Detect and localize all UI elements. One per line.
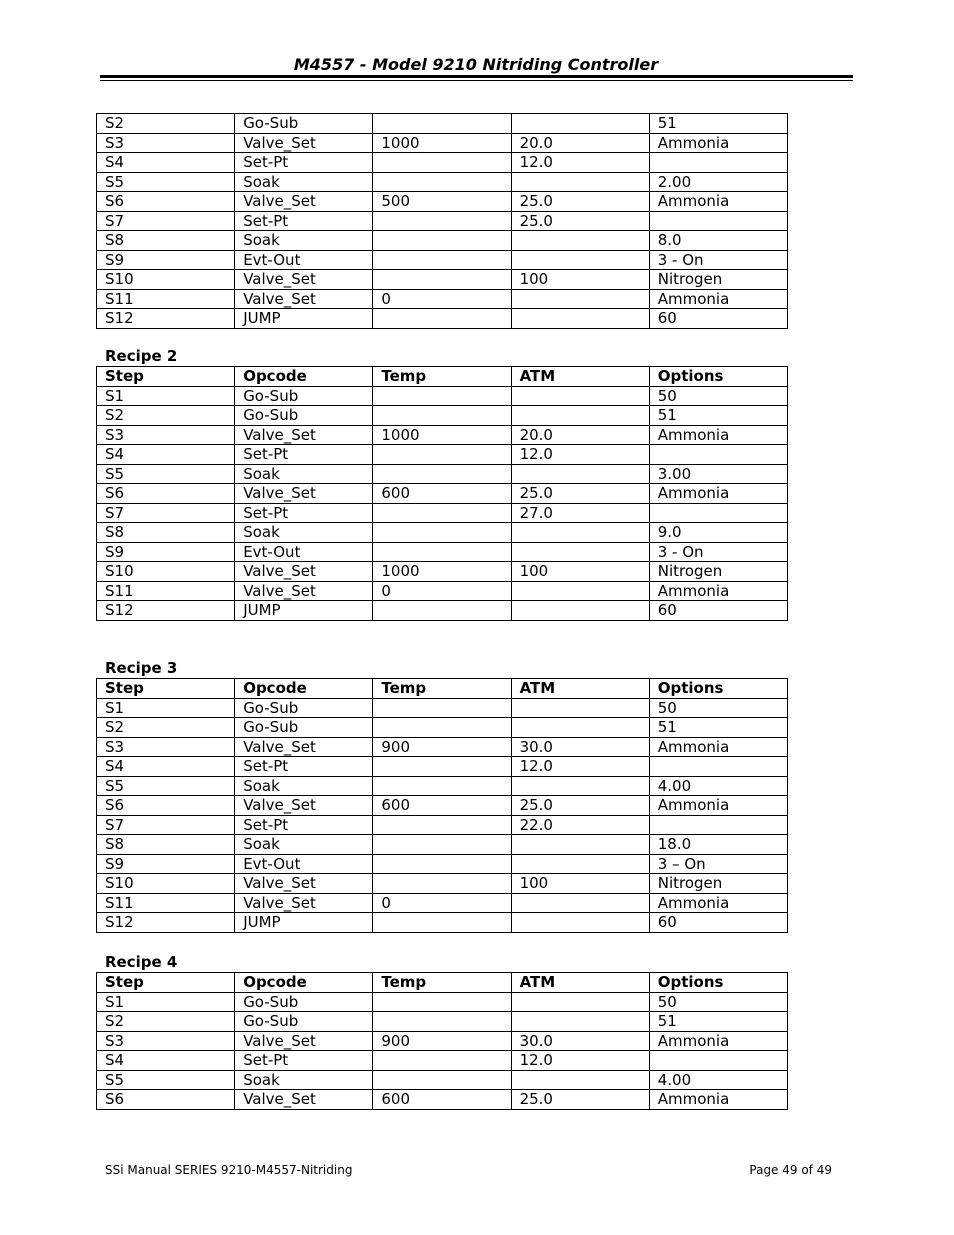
cell-step: S12 <box>97 913 235 933</box>
cell-options: 51 <box>649 406 787 426</box>
cell-options: 50 <box>649 698 787 718</box>
cell-opcode: Soak <box>235 776 373 796</box>
cell-options: Ammonia <box>649 796 787 816</box>
table-row <box>97 581 788 601</box>
cell-step: S3 <box>97 133 235 153</box>
cell-atm: 30.0 <box>511 1031 649 1051</box>
column-header-atm: ATM <box>511 973 649 993</box>
page-header-title: M4557 - Model 9210 Nitriding Controller <box>293 55 659 74</box>
cell-step: S6 <box>97 484 235 504</box>
cell-options: Ammonia <box>649 581 787 601</box>
table-row <box>97 698 788 718</box>
table-row <box>97 386 788 406</box>
cell-atm <box>511 309 649 329</box>
column-header-options: Options <box>649 367 787 387</box>
cell-opcode: Valve_Set <box>235 1090 373 1110</box>
cell-opcode: Set-Pt <box>235 757 373 777</box>
cell-opcode: Valve_Set <box>235 484 373 504</box>
cell-options <box>649 211 787 231</box>
cell-step: S5 <box>97 1070 235 1090</box>
cell-options <box>649 153 787 173</box>
cell-atm <box>511 542 649 562</box>
table-row <box>97 718 788 738</box>
cell-atm <box>511 601 649 621</box>
cell-step: S9 <box>97 854 235 874</box>
recipe-label: Recipe 4 <box>105 953 178 971</box>
table-row <box>97 309 788 329</box>
footer-manual-name: SSi Manual SERIES 9210-M4557-Nitriding <box>105 1163 353 1177</box>
cell-step: S5 <box>97 172 235 192</box>
cell-opcode: Go-Sub <box>235 406 373 426</box>
cell-opcode: Valve_Set <box>235 270 373 290</box>
cell-temp <box>373 153 511 173</box>
table-row <box>97 192 788 212</box>
cell-atm <box>511 1070 649 1090</box>
cell-temp <box>373 250 511 270</box>
cell-step: S11 <box>97 581 235 601</box>
cell-atm <box>511 835 649 855</box>
column-header-step: Step <box>97 679 235 699</box>
cell-temp <box>373 231 511 251</box>
cell-opcode: Valve_Set <box>235 874 373 894</box>
cell-options: 51 <box>649 114 787 134</box>
column-header-step: Step <box>97 367 235 387</box>
cell-step: S8 <box>97 835 235 855</box>
cell-opcode: Valve_Set <box>235 562 373 582</box>
cell-temp <box>373 386 511 406</box>
recipe-label: Recipe 3 <box>105 659 178 677</box>
cell-options: 4.00 <box>649 1070 787 1090</box>
cell-opcode: Go-Sub <box>235 718 373 738</box>
table-row <box>97 1070 788 1090</box>
table-row <box>97 737 788 757</box>
cell-step: S2 <box>97 114 235 134</box>
cell-atm: 25.0 <box>511 484 649 504</box>
cell-step: S11 <box>97 289 235 309</box>
recipe-4-block <box>96 953 788 1110</box>
cell-temp <box>373 992 511 1012</box>
table-row <box>97 1090 788 1110</box>
cell-temp <box>373 1012 511 1032</box>
cell-atm: 27.0 <box>511 503 649 523</box>
cell-opcode: Valve_Set <box>235 581 373 601</box>
cell-temp <box>373 1051 511 1071</box>
cell-step: S4 <box>97 445 235 465</box>
cell-step: S4 <box>97 1051 235 1071</box>
header-rule-thin <box>100 80 853 81</box>
cell-step: S4 <box>97 153 235 173</box>
cell-options <box>649 445 787 465</box>
cell-atm <box>511 523 649 543</box>
cell-atm: 100 <box>511 874 649 894</box>
cell-temp: 1000 <box>373 133 511 153</box>
cell-atm <box>511 464 649 484</box>
table-header-row <box>97 679 788 699</box>
cell-temp <box>373 718 511 738</box>
cell-opcode: Valve_Set <box>235 1031 373 1051</box>
cell-atm: 100 <box>511 270 649 290</box>
cell-opcode: Set-Pt <box>235 153 373 173</box>
cell-options: Ammonia <box>649 133 787 153</box>
cell-step: S7 <box>97 503 235 523</box>
cell-options: 60 <box>649 601 787 621</box>
cell-step: S1 <box>97 992 235 1012</box>
cell-temp: 0 <box>373 289 511 309</box>
cell-options: Ammonia <box>649 192 787 212</box>
cell-temp <box>373 270 511 290</box>
cell-opcode: Set-Pt <box>235 211 373 231</box>
table-row <box>97 815 788 835</box>
table-row <box>97 464 788 484</box>
table-row <box>97 250 788 270</box>
cell-options: Ammonia <box>649 1031 787 1051</box>
cell-opcode: Go-Sub <box>235 992 373 1012</box>
cell-atm <box>511 581 649 601</box>
header-rule-thick <box>100 75 853 78</box>
cell-temp <box>373 523 511 543</box>
table-row <box>97 835 788 855</box>
cell-step: S3 <box>97 737 235 757</box>
table-row <box>97 992 788 1012</box>
table-row <box>97 1051 788 1071</box>
cell-opcode: Set-Pt <box>235 445 373 465</box>
column-header-opcode: Opcode <box>235 367 373 387</box>
cell-opcode: Valve_Set <box>235 192 373 212</box>
cell-atm: 12.0 <box>511 153 649 173</box>
cell-temp <box>373 445 511 465</box>
recipe-label: Recipe 2 <box>105 347 178 365</box>
cell-atm <box>511 386 649 406</box>
cell-options: 50 <box>649 992 787 1012</box>
cell-options: 51 <box>649 718 787 738</box>
cell-temp: 500 <box>373 192 511 212</box>
cell-atm: 30.0 <box>511 737 649 757</box>
table-row <box>97 796 788 816</box>
cell-temp <box>373 835 511 855</box>
table-row <box>97 289 788 309</box>
cell-step: S4 <box>97 757 235 777</box>
cell-step: S9 <box>97 542 235 562</box>
column-header-temp: Temp <box>373 679 511 699</box>
cell-step: S2 <box>97 406 235 426</box>
cell-options: Nitrogen <box>649 562 787 582</box>
cell-atm <box>511 854 649 874</box>
cell-options <box>649 757 787 777</box>
recipe-3-block <box>96 659 788 933</box>
cell-temp <box>373 172 511 192</box>
cell-options: 3 – On <box>649 854 787 874</box>
cell-temp <box>373 913 511 933</box>
cell-temp <box>373 542 511 562</box>
cell-temp <box>373 757 511 777</box>
cell-step: S9 <box>97 250 235 270</box>
column-header-step: Step <box>97 973 235 993</box>
cell-atm <box>511 992 649 1012</box>
cell-opcode: Evt-Out <box>235 542 373 562</box>
recipe-2-block <box>96 347 788 621</box>
column-header-options: Options <box>649 679 787 699</box>
table-row <box>97 484 788 504</box>
cell-opcode: Soak <box>235 231 373 251</box>
cell-step: S12 <box>97 601 235 621</box>
cell-temp: 600 <box>373 1090 511 1110</box>
table-row <box>97 172 788 192</box>
cell-step: S5 <box>97 464 235 484</box>
cell-atm <box>511 718 649 738</box>
cell-options: Ammonia <box>649 484 787 504</box>
cell-step: S7 <box>97 211 235 231</box>
cell-opcode: Soak <box>235 172 373 192</box>
table-row <box>97 542 788 562</box>
cell-atm <box>511 1012 649 1032</box>
cell-atm <box>511 698 649 718</box>
cell-atm: 25.0 <box>511 211 649 231</box>
cell-step: S1 <box>97 698 235 718</box>
recipe-table <box>96 678 788 933</box>
column-header-atm: ATM <box>511 679 649 699</box>
cell-opcode: Go-Sub <box>235 698 373 718</box>
cell-temp <box>373 114 511 134</box>
cell-opcode: Soak <box>235 464 373 484</box>
cell-step: S2 <box>97 718 235 738</box>
cell-temp <box>373 601 511 621</box>
cell-options <box>649 503 787 523</box>
table-row <box>97 425 788 445</box>
table-row <box>97 503 788 523</box>
cell-atm: 20.0 <box>511 425 649 445</box>
column-header-temp: Temp <box>373 973 511 993</box>
column-header-temp: Temp <box>373 367 511 387</box>
cell-opcode: Valve_Set <box>235 289 373 309</box>
cell-options: 4.00 <box>649 776 787 796</box>
recipe-table <box>96 366 788 621</box>
cell-options: Ammonia <box>649 289 787 309</box>
table-row <box>97 406 788 426</box>
cell-opcode: Soak <box>235 1070 373 1090</box>
cell-atm: 12.0 <box>511 445 649 465</box>
cell-options <box>649 815 787 835</box>
cell-temp: 600 <box>373 484 511 504</box>
cell-step: S1 <box>97 386 235 406</box>
cell-options: 51 <box>649 1012 787 1032</box>
cell-temp <box>373 309 511 329</box>
cell-temp: 0 <box>373 893 511 913</box>
cell-opcode: Evt-Out <box>235 854 373 874</box>
cell-step: S12 <box>97 309 235 329</box>
cell-opcode: Soak <box>235 835 373 855</box>
cell-options: 2.00 <box>649 172 787 192</box>
cell-temp <box>373 464 511 484</box>
cell-temp <box>373 503 511 523</box>
table-row <box>97 114 788 134</box>
cell-step: S6 <box>97 796 235 816</box>
cell-step: S10 <box>97 874 235 894</box>
cell-opcode: JUMP <box>235 913 373 933</box>
table-row <box>97 601 788 621</box>
cell-step: S5 <box>97 776 235 796</box>
cell-atm: 25.0 <box>511 192 649 212</box>
cell-opcode: JUMP <box>235 601 373 621</box>
table-row <box>97 1031 788 1051</box>
footer-page-number: Page 49 of 49 <box>749 1163 832 1177</box>
cell-atm <box>511 114 649 134</box>
table-header-row <box>97 367 788 387</box>
cell-atm <box>511 893 649 913</box>
cell-atm: 22.0 <box>511 815 649 835</box>
cell-temp <box>373 815 511 835</box>
cell-options: 60 <box>649 309 787 329</box>
cell-options: Ammonia <box>649 737 787 757</box>
cell-step: S8 <box>97 231 235 251</box>
table-row <box>97 562 788 582</box>
cell-options: 9.0 <box>649 523 787 543</box>
column-header-opcode: Opcode <box>235 973 373 993</box>
cell-atm: 20.0 <box>511 133 649 153</box>
cell-options: 18.0 <box>649 835 787 855</box>
cell-step: S6 <box>97 1090 235 1110</box>
table-header-row <box>97 973 788 993</box>
cell-temp: 900 <box>373 737 511 757</box>
cell-opcode: Go-Sub <box>235 1012 373 1032</box>
cell-opcode: Valve_Set <box>235 425 373 445</box>
cell-step: S6 <box>97 192 235 212</box>
cell-temp <box>373 1070 511 1090</box>
cell-temp <box>373 776 511 796</box>
cell-step: S7 <box>97 815 235 835</box>
table-row <box>97 270 788 290</box>
cell-temp: 600 <box>373 796 511 816</box>
cell-step: S3 <box>97 425 235 445</box>
cell-step: S10 <box>97 270 235 290</box>
recipe-table <box>96 113 788 329</box>
cell-atm <box>511 776 649 796</box>
cell-opcode: Valve_Set <box>235 133 373 153</box>
table-row <box>97 153 788 173</box>
cell-temp: 900 <box>373 1031 511 1051</box>
cell-opcode: JUMP <box>235 309 373 329</box>
table-row <box>97 523 788 543</box>
table-row <box>97 133 788 153</box>
cell-options: 60 <box>649 913 787 933</box>
cell-options: 50 <box>649 386 787 406</box>
cell-options: Ammonia <box>649 425 787 445</box>
cell-step: S3 <box>97 1031 235 1051</box>
table-row <box>97 1012 788 1032</box>
cell-atm: 12.0 <box>511 757 649 777</box>
cell-opcode: Soak <box>235 523 373 543</box>
cell-atm <box>511 406 649 426</box>
cell-step: S2 <box>97 1012 235 1032</box>
cell-atm <box>511 231 649 251</box>
cell-options: Ammonia <box>649 1090 787 1110</box>
cell-atm <box>511 913 649 933</box>
cell-options: Nitrogen <box>649 874 787 894</box>
cell-opcode: Set-Pt <box>235 815 373 835</box>
cell-step: S10 <box>97 562 235 582</box>
cell-step: S11 <box>97 893 235 913</box>
cell-opcode: Valve_Set <box>235 796 373 816</box>
cell-options: Ammonia <box>649 893 787 913</box>
cell-opcode: Valve_Set <box>235 893 373 913</box>
cell-options <box>649 1051 787 1071</box>
cell-temp <box>373 854 511 874</box>
cell-temp: 0 <box>373 581 511 601</box>
cell-atm: 12.0 <box>511 1051 649 1071</box>
recipe-table <box>96 972 788 1110</box>
cell-temp <box>373 698 511 718</box>
cell-temp: 1000 <box>373 562 511 582</box>
table-row <box>97 874 788 894</box>
cell-opcode: Evt-Out <box>235 250 373 270</box>
cell-step: S8 <box>97 523 235 543</box>
cell-opcode: Go-Sub <box>235 386 373 406</box>
cell-temp <box>373 874 511 894</box>
cell-options: Nitrogen <box>649 270 787 290</box>
cell-opcode: Valve_Set <box>235 737 373 757</box>
cell-options: 3 - On <box>649 250 787 270</box>
table-row <box>97 757 788 777</box>
cell-options: 3 - On <box>649 542 787 562</box>
column-header-options: Options <box>649 973 787 993</box>
table-row <box>97 854 788 874</box>
cell-options: 8.0 <box>649 231 787 251</box>
table-row <box>97 211 788 231</box>
cell-atm: 25.0 <box>511 1090 649 1110</box>
cell-opcode: Set-Pt <box>235 503 373 523</box>
cell-temp <box>373 211 511 231</box>
cell-opcode: Set-Pt <box>235 1051 373 1071</box>
table-row <box>97 913 788 933</box>
table-row <box>97 445 788 465</box>
cell-atm <box>511 250 649 270</box>
cell-atm: 100 <box>511 562 649 582</box>
cell-opcode: Go-Sub <box>235 114 373 134</box>
table-row <box>97 231 788 251</box>
recipe-1-continued-block <box>96 113 788 329</box>
cell-atm <box>511 289 649 309</box>
table-row <box>97 776 788 796</box>
table-row <box>97 893 788 913</box>
cell-temp: 1000 <box>373 425 511 445</box>
cell-atm <box>511 172 649 192</box>
cell-options: 3.00 <box>649 464 787 484</box>
cell-temp <box>373 406 511 426</box>
column-header-atm: ATM <box>511 367 649 387</box>
cell-atm: 25.0 <box>511 796 649 816</box>
column-header-opcode: Opcode <box>235 679 373 699</box>
